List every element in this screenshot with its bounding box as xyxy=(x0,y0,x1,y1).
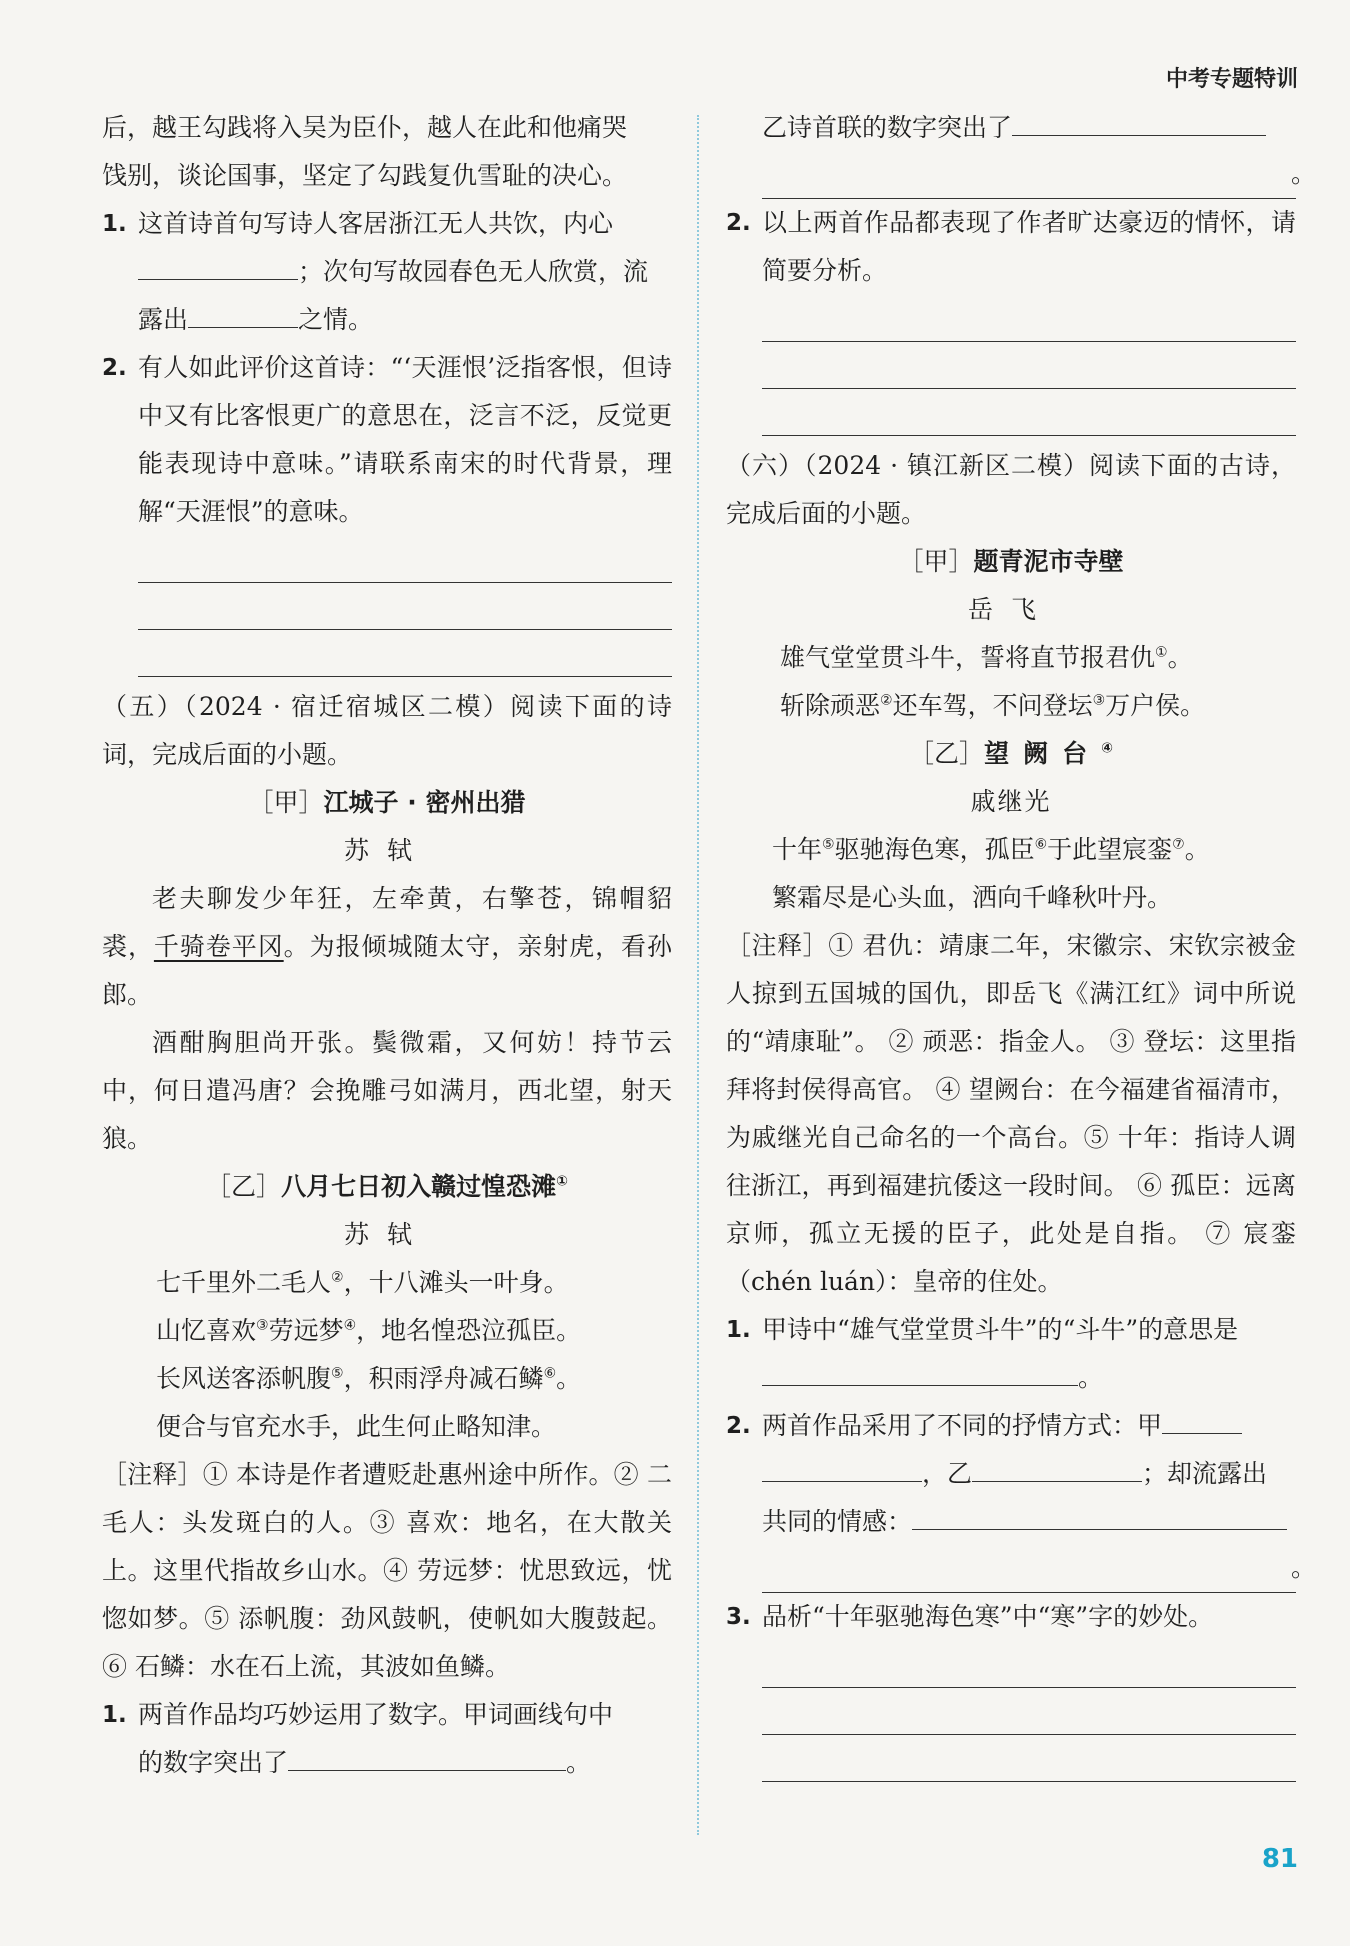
verse-text: 斩除顽恶 xyxy=(780,691,881,720)
verse-text: ，地名惶恐泣孤臣。 xyxy=(356,1316,582,1345)
question-text: 两首作品均巧妙运用了数字。甲词画线句中 xyxy=(138,1700,614,1729)
verse-text: 雄气堂堂贯斗牛，誓将直节报君仇 xyxy=(780,643,1156,672)
notes-text: ① 君仇：靖康二年，宋徽宗、宋钦宗被金人掠到五国城的国仇，即岳飞《满江红》词中所说的“靖康耻”。 ② 顽恶：指金人。 ③ 登坛：这里指拜将封侯得高官。 ④ 望阙台：在今福建省福清市，为戚继光自己命名的一个高台。⑤ 十年：指诗人调往浙江，再到福建抗倭这一段时间。 ⑥ 孤臣：远离京师，孤立无援的臣子，此处是自指。 ⑦ 宸銮（chén luán）：皇帝的住处。 xyxy=(726,931,1296,1296)
section-intro: （六）（2024 · 镇江新区二模）阅读下面的古诗，完成后面的小题。 xyxy=(726,451,1296,528)
verse-text: 七千里外二毛人 xyxy=(156,1268,332,1297)
question-2 xyxy=(102,344,672,677)
question-1-continued xyxy=(726,104,1316,199)
question-text: 乙诗首联的数字突出了 xyxy=(762,113,1013,142)
poem-line xyxy=(726,634,1296,682)
answer-blank[interactable] xyxy=(762,1451,922,1482)
question-text: 两首作品采用了不同的抒情方式：甲 xyxy=(762,1411,1163,1440)
answer-blank[interactable] xyxy=(762,1355,1078,1386)
poem-line: 繁霜尽是心头血，洒向千峰秋叶丹。 xyxy=(772,883,1173,912)
poem-author: 岳飞 xyxy=(967,595,1054,624)
question-text: 的数字突出了 xyxy=(138,1748,289,1777)
question-text: 共同的情感： xyxy=(762,1507,913,1536)
notes xyxy=(726,922,1296,1306)
question-text: 露出 xyxy=(138,305,189,334)
answer-line[interactable] xyxy=(762,1688,1296,1735)
question-text: 这首诗首句写诗人客居浙江无人共饮，内心 xyxy=(138,209,614,238)
verse-text: 十年 xyxy=(772,835,823,864)
question-3 xyxy=(726,1593,1296,1782)
poem-line xyxy=(102,1355,672,1403)
question-number: 2. xyxy=(102,355,127,381)
verse-text: 。 xyxy=(1167,643,1193,672)
notes-label: ［注释］ xyxy=(726,931,829,960)
notes-label: ［注释］ xyxy=(102,1460,203,1489)
verse-text: 长风送客添帆腹 xyxy=(156,1364,332,1393)
poem-line: 便合与官充水手，此生何止略知津。 xyxy=(156,1412,557,1441)
verse-text: ，积雨浮舟减石鳞 xyxy=(343,1364,544,1393)
column-divider xyxy=(697,115,699,1835)
verse-text: 。 xyxy=(1184,835,1210,864)
poem-tag: ［乙］ xyxy=(206,1172,282,1201)
question-1 xyxy=(102,200,672,344)
answer-blank[interactable] xyxy=(188,297,298,328)
verse-text: 还车驾，不问登坛 xyxy=(892,691,1093,720)
period: 。 xyxy=(1290,159,1316,188)
answer-blank[interactable] xyxy=(912,1499,1287,1530)
poem-tag: ［乙］ xyxy=(909,739,985,768)
note-mark: ① xyxy=(1155,644,1168,661)
poem-tag: ［甲］ xyxy=(248,788,324,817)
page-header: 中考专题特训 xyxy=(1165,67,1298,92)
note-mark: ⑤ xyxy=(822,836,835,853)
notes xyxy=(102,1451,672,1691)
note-mark: ③ xyxy=(256,1317,269,1334)
answer-blank[interactable] xyxy=(1012,105,1266,136)
poem-tag: ［甲］ xyxy=(898,547,974,576)
poem-title-text: 望阙台 xyxy=(984,739,1102,768)
verse-text: 于此望宸銮 xyxy=(1047,835,1173,864)
question-number: 1. xyxy=(102,1702,127,1728)
poem-stanza: 酒酣胸胆尚开张。鬓微霜，又何妨！持节云中，何日遣冯唐？会挽雕弓如满月，西北望，射天狼。 xyxy=(102,1028,672,1153)
note-mark: ⑥ xyxy=(1034,836,1048,853)
answer-line[interactable] xyxy=(762,1546,1316,1593)
question-text: ，乙 xyxy=(922,1459,973,1488)
right-column xyxy=(726,104,1316,1782)
poem-title xyxy=(102,779,672,827)
question-text: 以上两首作品都表现了作者旷达豪迈的情怀，请简要分析。 xyxy=(762,208,1296,285)
underlined-verse: 千骑卷平冈 xyxy=(153,932,284,961)
question-text: 品析“十年驱驰海色寒”中“寒”字的妙处。 xyxy=(762,1602,1214,1631)
answer-line[interactable] xyxy=(762,342,1296,389)
question-1 xyxy=(102,1691,672,1787)
answer-blank[interactable] xyxy=(1162,1403,1242,1434)
period: 。 xyxy=(1290,1553,1316,1582)
note-mark: ⑤ xyxy=(331,1365,344,1382)
question-text: 之情。 xyxy=(298,305,374,334)
verse-text: 驱驰海色寒，孤臣 xyxy=(834,835,1035,864)
poem-stanza xyxy=(102,875,672,1019)
answer-line[interactable] xyxy=(762,1641,1296,1688)
poem-line xyxy=(102,1307,672,1355)
answer-line[interactable] xyxy=(762,1735,1296,1782)
verse-text: 。 xyxy=(556,1364,582,1393)
notes-text: ① 本诗是作者遭贬赴惠州途中所作。② 二毛人：头发斑白的人。③ 喜欢：地名，在大散关上。这里代指故乡山水。④ 劳远梦：忧思致远，忧惚如梦。⑤ 添帆腹：劲风鼓帆，使帆如大腹鼓起。⑥ 石鳞：水在石上流，其波如鱼鳞。 xyxy=(102,1460,672,1681)
note-mark: ⑦ xyxy=(1172,836,1185,853)
answer-blank[interactable] xyxy=(288,1740,566,1771)
question-2 xyxy=(726,1402,1316,1593)
period: 。 xyxy=(566,1748,592,1777)
question-text: 甲诗中“雄气堂堂贯斗牛”的“斗牛”的意思是 xyxy=(762,1315,1239,1344)
verse-text: 万户侯。 xyxy=(1105,691,1206,720)
verse-text: 劳远梦 xyxy=(268,1316,344,1345)
period: 。 xyxy=(1078,1363,1104,1392)
poem-title xyxy=(726,538,1296,586)
question-1 xyxy=(726,1306,1296,1402)
answer-line[interactable] xyxy=(138,536,672,583)
left-column xyxy=(102,104,672,1787)
question-number: 2. xyxy=(726,1413,751,1439)
question-number: 2. xyxy=(726,210,751,236)
poem-title-text: 题青泥市寺壁 xyxy=(973,547,1124,576)
intro-line: 后，越王勾践将入吴为臣仆，越人在此和他痛哭 xyxy=(102,113,628,142)
verse-text: 老夫聊发少年狂，左牵黄，右擎苍，锦帽貂裘， xyxy=(102,884,672,961)
note-mark: ① xyxy=(556,1173,568,1190)
question-number: 1. xyxy=(726,1317,751,1343)
answer-line[interactable] xyxy=(762,389,1296,436)
note-mark: ② xyxy=(880,692,893,709)
section-intro: （五）（2024 · 宿迁宿城区二模）阅读下面的诗词，完成后面的小题。 xyxy=(102,692,672,769)
note-mark: ② xyxy=(331,1269,344,1286)
answer-line[interactable] xyxy=(762,295,1296,342)
answer-line[interactable] xyxy=(138,630,672,677)
note-mark: ④ xyxy=(343,1317,357,1334)
poem-line xyxy=(726,682,1296,730)
answer-line[interactable] xyxy=(138,583,672,630)
note-mark: ④ xyxy=(1101,740,1113,757)
answer-line[interactable] xyxy=(762,152,1316,199)
answer-blank[interactable] xyxy=(138,249,298,280)
poem-author: 戚继光 xyxy=(970,787,1052,816)
poem-title-text: 江城子 · 密州出猎 xyxy=(323,788,526,817)
indent-spacer xyxy=(726,104,762,199)
question-2 xyxy=(726,199,1296,436)
poem-title-text: 八月七日初入赣过惶恐滩 xyxy=(281,1172,557,1201)
poem-author: 苏轼 xyxy=(343,836,430,865)
note-mark: ⑥ xyxy=(543,1365,557,1382)
verse-text: ，十八滩头一叶身。 xyxy=(343,1268,569,1297)
question-text: ；次句写故园春色无人欣赏，流 xyxy=(298,257,649,286)
question-number: 1. xyxy=(102,211,127,237)
verse-text: 。为报倾城随太守，亲射虎，看孙郎。 xyxy=(102,932,672,1009)
question-number: 3. xyxy=(726,1604,751,1630)
question-text: ；却流露出 xyxy=(1142,1459,1268,1488)
poem-author: 苏轼 xyxy=(343,1220,430,1249)
poem-line xyxy=(726,826,1296,874)
poem-title xyxy=(726,730,1296,778)
page-number: 81 xyxy=(1261,1844,1298,1874)
poem-title xyxy=(102,1163,672,1211)
answer-blank[interactable] xyxy=(972,1451,1142,1482)
note-mark: ③ xyxy=(1092,692,1106,709)
intro-line: 饯别，谈论国事，坚定了勾践复仇雪耻的决心。 xyxy=(102,161,628,190)
verse-text: 山忆喜欢 xyxy=(156,1316,257,1345)
question-text: 有人如此评价这首诗：“‘天涯恨’泛指客恨，但诗中又有比客恨更广的意思在，泛言不泛，反觉更能表现诗中意味。”请联系南宋的时代背景，理解“天涯恨”的意味。 xyxy=(138,353,672,526)
poem-line xyxy=(102,1259,672,1307)
